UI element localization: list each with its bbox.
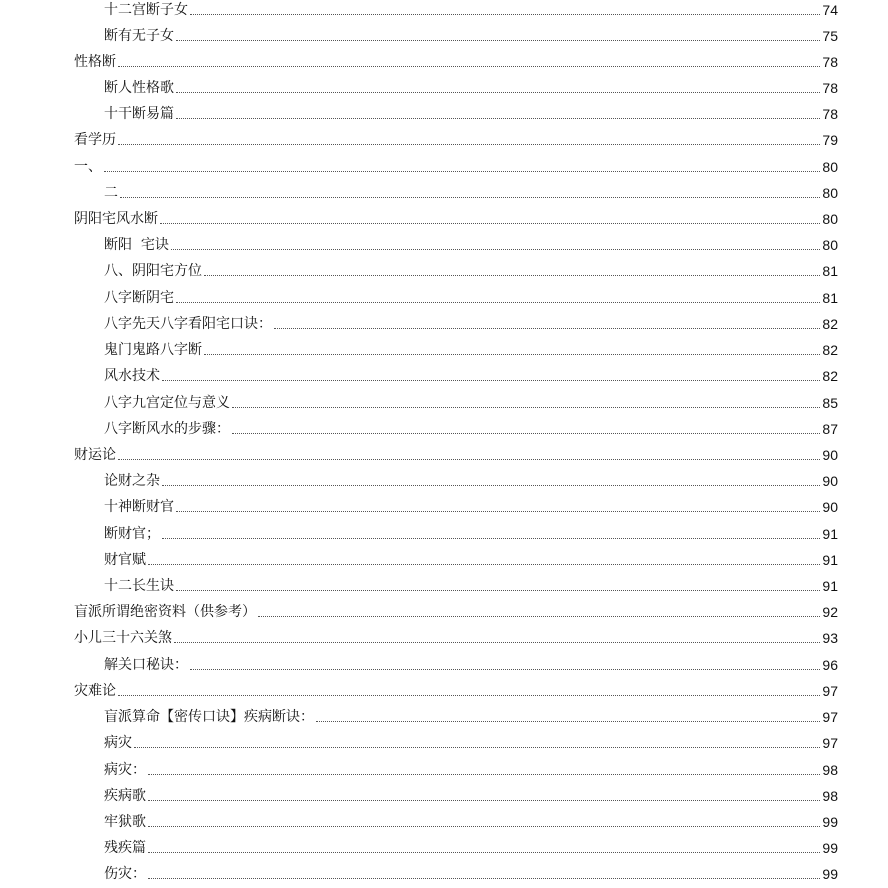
toc-entry-title: 灾难论 <box>74 683 116 699</box>
toc-dot-leader <box>316 721 820 722</box>
toc-dot-leader <box>176 118 820 119</box>
toc-entry[interactable] <box>104 469 838 491</box>
toc-page-number: 97 <box>822 683 838 699</box>
toc-page-number: 80 <box>822 185 838 201</box>
toc-dot-leader <box>118 66 820 67</box>
toc-dot-leader <box>118 459 820 460</box>
toc-entry-title: 断阳 宅诀 <box>104 237 169 253</box>
toc-page-number: 99 <box>822 866 838 882</box>
toc-dot-leader <box>232 407 820 408</box>
toc-entry-title: 一、 <box>74 159 102 175</box>
toc-entry-title: 鬼门鬼路八字断 <box>104 342 202 358</box>
toc-entry[interactable] <box>104 0 838 20</box>
toc-entry[interactable] <box>74 679 838 701</box>
toc-dot-leader <box>148 564 820 565</box>
toc-dot-leader <box>134 747 820 748</box>
toc-entry[interactable] <box>104 574 838 596</box>
toc-entry-title: 十干断易篇 <box>104 106 174 122</box>
toc-entry-title: 八字先天八字看阳宅口诀： <box>104 316 272 332</box>
toc-entry[interactable] <box>74 50 838 72</box>
toc-entry-title: 断财官； <box>104 526 160 542</box>
toc-dot-leader <box>148 800 820 801</box>
toc-entry[interactable] <box>104 181 838 203</box>
toc-entry-title: 性格断 <box>74 54 116 70</box>
toc-entry-title: 八字九宫定位与意义 <box>104 395 230 411</box>
toc-dot-leader <box>258 616 820 617</box>
toc-entry-title: 牢狱歌 <box>104 814 146 830</box>
toc-page-number: 90 <box>822 447 838 463</box>
toc-dot-leader <box>174 642 820 643</box>
toc-entry-title: 八、阴阳宅方位 <box>104 263 202 279</box>
toc-entry-title: 十二宫断子女 <box>104 2 188 18</box>
toc-dot-leader <box>160 223 820 224</box>
toc-entry-title: 二 <box>104 185 118 201</box>
toc-entry-title: 财官赋 <box>104 552 146 568</box>
toc-entry[interactable] <box>104 653 838 675</box>
toc-entry[interactable] <box>104 391 838 413</box>
toc-entry[interactable] <box>104 784 838 806</box>
toc-dot-leader <box>204 275 820 276</box>
toc-entry-title: 伤灾： <box>104 866 146 882</box>
toc-page-number: 96 <box>822 657 838 673</box>
toc-entry-title: 十神断财官 <box>104 499 174 515</box>
toc-dot-leader <box>104 171 820 172</box>
toc-dot-leader <box>148 878 820 879</box>
toc-entry-title: 阴阳宅风水断 <box>74 211 158 227</box>
toc-entry[interactable] <box>74 207 838 229</box>
toc-dot-leader <box>204 354 820 355</box>
toc-entry-title: 残疾篇 <box>104 840 146 856</box>
toc-entry[interactable] <box>104 312 838 334</box>
toc-entry[interactable] <box>74 626 838 648</box>
toc-entry-title: 八字断阴宅 <box>104 290 174 306</box>
toc-page-number: 99 <box>822 840 838 856</box>
toc-dot-leader <box>176 40 820 41</box>
toc-page-number: 80 <box>822 159 838 175</box>
toc-page-number: 80 <box>822 237 838 253</box>
toc-page-number: 92 <box>822 604 838 620</box>
toc-dot-leader <box>162 485 820 486</box>
toc-dot-leader <box>118 144 820 145</box>
toc-page-number: 78 <box>822 54 838 70</box>
toc-page-number: 82 <box>822 316 838 332</box>
toc-entry[interactable] <box>104 810 838 832</box>
toc-entry-title: 解关口秘诀： <box>104 657 188 673</box>
toc-dot-leader <box>176 590 820 591</box>
toc-entry[interactable] <box>104 338 838 360</box>
toc-page-number: 90 <box>822 499 838 515</box>
toc-entry-title: 财运论 <box>74 447 116 463</box>
toc-entry[interactable] <box>74 443 838 465</box>
toc-entry-title: 十二长生诀 <box>104 578 174 594</box>
toc-dot-leader <box>148 774 820 775</box>
toc-dot-leader <box>162 538 820 539</box>
toc-entry-title: 断人性格歌 <box>104 80 174 96</box>
toc-entry[interactable] <box>104 364 838 386</box>
toc-page-number: 91 <box>822 526 838 542</box>
toc-dot-leader <box>120 197 820 198</box>
toc-entry[interactable] <box>104 24 838 46</box>
toc-entry-title: 八字断风水的步骤： <box>104 421 230 437</box>
toc-entry-title: 盲派算命【密传口诀】疾病断诀： <box>104 709 314 725</box>
toc-dot-leader <box>171 249 821 250</box>
toc-page-number: 87 <box>822 421 838 437</box>
toc-page-number: 97 <box>822 709 838 725</box>
toc-page-number: 74 <box>822 2 838 18</box>
toc-page-number: 82 <box>822 342 838 358</box>
toc-entry-title: 断有无子女 <box>104 28 174 44</box>
toc-entry-title: 盲派所谓绝密资料（供参考） <box>74 604 256 620</box>
toc-page-number: 75 <box>822 28 838 44</box>
toc-entry[interactable] <box>74 128 838 150</box>
toc-page-number: 81 <box>822 263 838 279</box>
toc-dot-leader <box>232 433 820 434</box>
toc-entry[interactable] <box>104 259 838 281</box>
toc-entry-title: 病灾 <box>104 735 132 751</box>
toc-entry[interactable] <box>104 705 838 727</box>
toc-entry[interactable] <box>104 102 838 124</box>
toc-page-number: 90 <box>822 473 838 489</box>
toc-page-number: 99 <box>822 814 838 830</box>
toc-entry[interactable] <box>104 731 838 753</box>
toc-entry-title: 疾病歌 <box>104 788 146 804</box>
toc-page-number: 78 <box>822 80 838 96</box>
toc-dot-leader <box>190 669 820 670</box>
toc-page-number: 85 <box>822 395 838 411</box>
toc-entry-title: 小儿三十六关煞 <box>74 630 172 646</box>
toc-entry[interactable] <box>74 155 838 177</box>
toc-entry-title: 风水技术 <box>104 368 160 384</box>
toc-dot-leader <box>148 852 820 853</box>
toc-page-number: 97 <box>822 735 838 751</box>
toc-dot-leader <box>162 380 820 381</box>
toc-entry-title: 病灾： <box>104 762 146 778</box>
toc-page-number: 82 <box>822 368 838 384</box>
toc-entry-title: 看学历 <box>74 132 116 148</box>
toc-entry[interactable] <box>104 758 838 780</box>
toc-dot-leader <box>274 328 820 329</box>
toc-entry[interactable] <box>104 233 838 255</box>
toc-dot-leader <box>176 302 820 303</box>
toc-entry[interactable] <box>104 76 838 98</box>
toc-entry[interactable] <box>104 495 838 517</box>
toc-entry[interactable] <box>104 548 838 570</box>
toc-page-number: 98 <box>822 788 838 804</box>
toc-entry-title: 论财之杂 <box>104 473 160 489</box>
toc-page-number: 91 <box>822 578 838 594</box>
toc-entry[interactable] <box>74 600 838 622</box>
toc-page-number: 78 <box>822 106 838 122</box>
toc-page-number: 79 <box>822 132 838 148</box>
toc-dot-leader <box>176 511 820 512</box>
toc-dot-leader <box>148 826 820 827</box>
toc-page-number: 80 <box>822 211 838 227</box>
toc-page-number: 98 <box>822 762 838 778</box>
toc-dot-leader <box>118 695 820 696</box>
toc-entry[interactable] <box>104 522 838 544</box>
toc-entry[interactable] <box>104 417 838 439</box>
toc-page-number: 93 <box>822 630 838 646</box>
toc-page-number: 81 <box>822 290 838 306</box>
toc-dot-leader <box>176 92 820 93</box>
toc-entry[interactable] <box>104 286 838 308</box>
toc-entry[interactable] <box>104 862 838 884</box>
toc-page-number: 91 <box>822 552 838 568</box>
toc-entry[interactable] <box>104 836 838 858</box>
toc-dot-leader <box>190 14 820 15</box>
